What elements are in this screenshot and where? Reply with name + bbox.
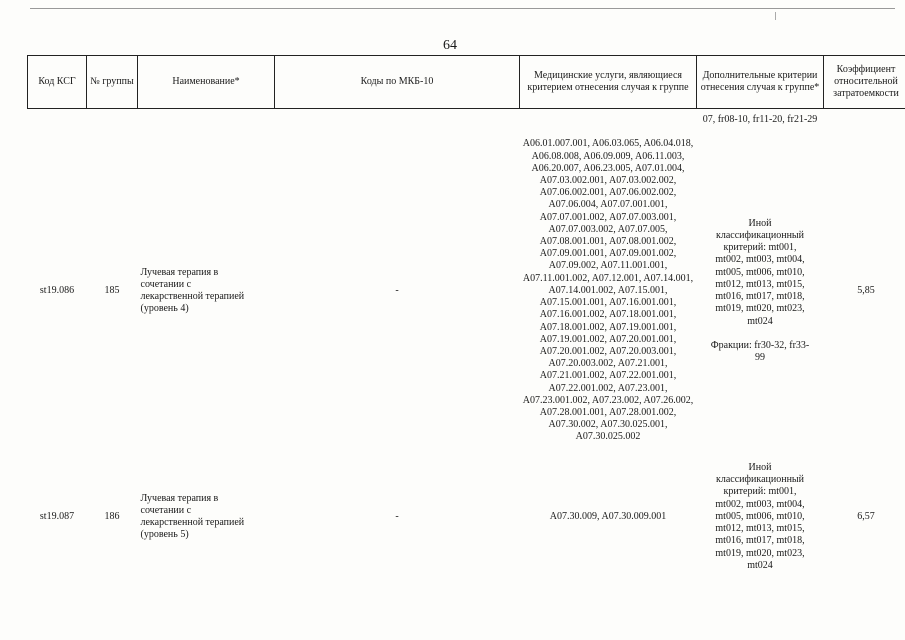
header-criteria: Дополнительные критерии отнесения случая к группе* (697, 56, 824, 109)
table-row-carryover (28, 109, 905, 132)
cell-criteria: Иной классификационный критерий: mt001, mt002, mt003, mt004, mt005, mt006, mt010, mt012, mt013, mt015, mt016, mt017, mt018, mt019, mt020, mt023, mt024 (715, 462, 805, 571)
header-coef: Коэффициент относительной затратоемкости (824, 56, 905, 109)
table-row (28, 452, 905, 582)
cell-mkb: - (395, 510, 399, 522)
cell-group: 186 (104, 510, 120, 522)
cell-group: 185 (104, 284, 120, 296)
cell-code: st19.086 (39, 284, 75, 296)
cell-criteria: Иной классификационный критерий: mt001, mt002, mt003, mt004, mt005, mt006, mt010, mt012, mt013, mt015, mt016, mt017, mt018, mt019, mt020, mt023, mt024 (715, 217, 805, 327)
cell-mkb: - (395, 284, 399, 296)
header-name: Наименование* (138, 56, 275, 109)
ksg-table (27, 55, 905, 582)
cell-coef: 5,85 (857, 284, 875, 296)
cell-name: Лучевая терапия в сочетании с лекарственной терапией (уровень 4) (140, 266, 245, 315)
header-services: Медицинские услуги, являющиеся критерием отнесения случая к группе (520, 56, 697, 109)
cell-fractions: Фракции: fr30-32, fr33- 99 (710, 339, 810, 363)
header-mkb: Коды по МКБ-10 (275, 56, 520, 109)
header-code: Код КСГ (28, 56, 87, 109)
scan-top-edge (30, 8, 895, 9)
table-header (28, 56, 905, 109)
cell-name: Лучевая терапия в сочетании с лекарственной терапией (уровень 5) (140, 492, 245, 541)
cell-code: st19.087 (39, 510, 75, 522)
carryover-criteria: 07, fr08-10, fr11-20, fr21-29 (702, 113, 818, 125)
table-row (28, 131, 905, 451)
cell-coef: 6,57 (857, 510, 875, 522)
page-number: 64 (443, 38, 457, 53)
scan-mark (775, 12, 782, 20)
header-group: № группы (87, 56, 138, 109)
cell-services: A06.01.007.001, A06.03.065, A06.04.018, A06.08.008, A06.09.009, A06.11.003, A06.20.007, A06.23.005, A07.01.004, A07.03.002.001, A07.03.002.002, A07.06.002.001, A07.06.002.002, A07.06.004, A07.07.001.001, A07.07.001.002, A07.07.003.001, A07.07.003.002, A07.07.005, A07.08.001.001, A07.08.001.002, A07.09.001.001, A07.09.001.002, A07.09.002, A07.11.001.001, A07.11.001.002, A07.12.001, A07.14.001, A07.14.001.002, A07.15.001, A07.15.001.001, A07.16.001.001, A07.16.001.002, A07.18.001.001, A07.18.001.002, A07.19.001.001, A07.19.001.002, A07.20.001.001, A07.20.001.002, A07.20.003.001, A07.20.003.002, A07.21.001, A07.21.001.002, A07.22.001.001, A07.22.001.002, A07.23.001, A07.23.001.002, A07.23.002, A07.26.002, A07.28.001.001, A07.28.001.002, A07.30.002, A07.30.025.001, A07.30.025.002 (522, 138, 694, 443)
cell-services: A07.30.009, A07.30.009.001 (549, 510, 667, 522)
